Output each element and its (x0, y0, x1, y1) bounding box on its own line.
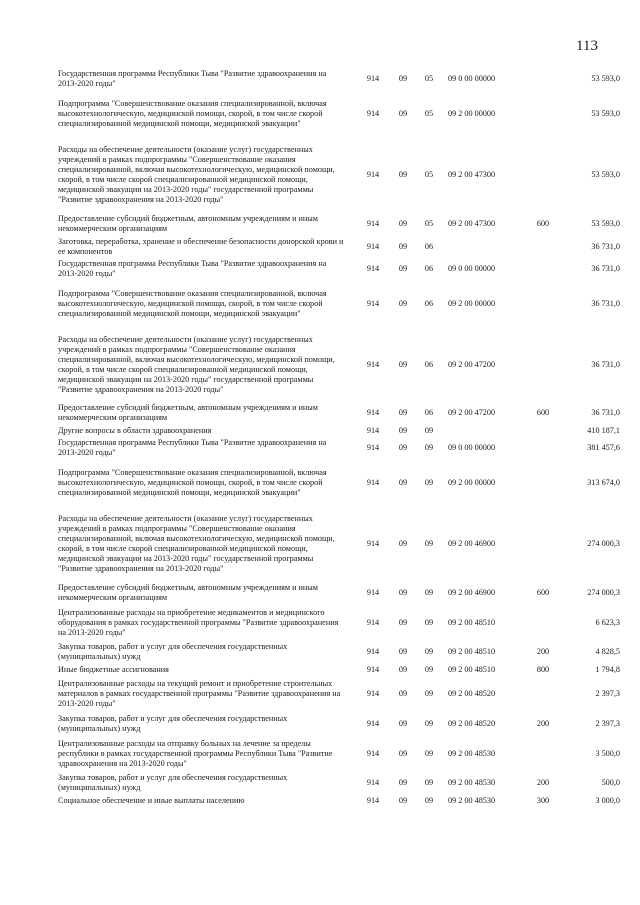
row-article: 09 2 00 47300 (448, 219, 496, 228)
row-expense-type (526, 236, 560, 258)
row-name: Закупка товаров, работ и услуг для обеспечения государственных (муниципальных) нужд (58, 642, 288, 661)
row-section: 09 (398, 647, 408, 656)
row-code: 914 (366, 478, 380, 487)
row-name: Предоставление субсидий бюджетным, автономным учреждениям и иным некоммерческим организациям (58, 403, 318, 422)
table-row (58, 663, 620, 676)
row-section: 09 (398, 219, 408, 228)
row-section: 09 (398, 408, 408, 417)
row-expense-type (526, 90, 560, 138)
row-name: Предоставление субсидий бюджетным, автономным учреждениям и иным некоммерческим организациям (58, 214, 318, 233)
row-expense-type: 200 (536, 778, 550, 787)
row-amount: 274 000,3 (587, 588, 620, 597)
table-row (58, 581, 620, 605)
table-row (58, 138, 620, 212)
row-article: 09 2 00 48530 (448, 795, 496, 805)
row-section: 09 (398, 74, 408, 83)
budget-table (58, 68, 620, 807)
row-subsection: 05 (424, 170, 434, 179)
row-expense-type: 300 (536, 795, 550, 805)
row-amount: 381 457,6 (587, 443, 620, 452)
row-article: 09 2 00 48510 (448, 664, 496, 674)
row-article: 09 0 00 00000 (448, 443, 496, 452)
row-subsection: 05 (424, 109, 434, 118)
row-code: 914 (366, 219, 380, 228)
row-article: 09 2 00 00000 (448, 109, 496, 118)
row-section: 09 (398, 664, 408, 674)
row-article (442, 424, 526, 437)
row-expense-type: 600 (536, 408, 550, 417)
table-row (58, 258, 620, 280)
row-code: 914 (366, 539, 380, 548)
row-subsection: 06 (424, 264, 434, 273)
page-number: 113 (576, 38, 598, 54)
row-section: 09 (398, 264, 408, 273)
row-amount: 6 623,3 (595, 618, 620, 627)
row-article: 09 2 00 48530 (448, 749, 496, 758)
row-article: 09 2 00 46900 (448, 588, 496, 597)
table-row (58, 280, 620, 328)
row-expense-type (526, 736, 560, 772)
row-expense-type (526, 328, 560, 402)
row-name: Централизованные расходы на приобретение медикаментов и медицинского оборудования в рамках государственной программы "Развитие здравоохранения на 2013-2020 годы" (58, 608, 339, 637)
row-expense-type (526, 258, 560, 280)
row-expense-type: 800 (536, 664, 550, 674)
table-row (58, 605, 620, 641)
row-amount: 313 674,0 (587, 478, 620, 487)
table-row (58, 736, 620, 772)
row-name: Иные бюджетные ассигнования (58, 664, 169, 674)
row-code: 914 (366, 443, 380, 452)
row-amount: 53 593,0 (591, 219, 620, 228)
row-amount: 2 397,3 (595, 719, 620, 728)
row-article: 09 2 00 47300 (448, 170, 496, 179)
row-article: 09 2 00 47200 (448, 408, 496, 417)
row-section: 09 (398, 795, 408, 805)
row-article: 09 0 00 00000 (448, 74, 496, 83)
row-expense-type: 200 (536, 647, 550, 656)
row-subsection: 06 (424, 242, 434, 251)
row-name: Подпрограмма "Совершенствование оказания специализированной, включая высокотехнологическую, медицинской помощи, скорой, в том числе скорой специализированной медицинской помощи, медицинской эвакуации" (58, 99, 327, 128)
row-amount: 2 397,3 (595, 689, 620, 698)
table-row (58, 772, 620, 794)
row-section: 09 (398, 539, 408, 548)
row-article: 09 2 00 47200 (448, 360, 496, 369)
row-name: Расходы на обеспечение деятельности (оказание услуг) государственных учреждений в рамках подпрограммы "Совершенствование оказания специализированной, включая высокотехнологическую, медицинской помощи, скорой, в том числе скорой специализированной медицинской помощи, медицинской эвакуации на 2013-2020 годы" государственной программы "Развитие здравоохранения на 2013-2020 годы" (58, 145, 335, 204)
row-article: 09 2 00 48520 (448, 719, 496, 728)
row-expense-type (526, 280, 560, 328)
row-code: 914 (366, 664, 380, 674)
row-expense-type (526, 138, 560, 212)
row-amount: 53 593,0 (591, 170, 620, 179)
row-article: 09 2 00 48530 (448, 778, 496, 787)
row-name: Расходы на обеспечение деятельности (оказание услуг) государственных учреждений в рамках подпрограммы "Совершенствование оказания специализированной, включая высокотехнологическую, медицинской помощи, скорой, в том числе скорой специализированной медицинской помощи, медицинской эвакуации на 2013-2020 годы" государственной программы "Развитие здравоохранения на 2013-2020 годы" (58, 335, 335, 394)
row-section: 09 (398, 170, 408, 179)
row-code: 914 (366, 109, 380, 118)
row-name: Государственная программа Республики Тыва "Развитие здравоохранения на 2013-2020 годы" (58, 69, 327, 88)
table-row (58, 212, 620, 236)
row-code: 914 (366, 242, 380, 251)
row-subsection: 09 (424, 443, 434, 452)
table-row (58, 402, 620, 424)
row-subsection: 09 (424, 539, 434, 548)
row-expense-type (526, 507, 560, 581)
row-section: 09 (398, 109, 408, 118)
budget-table-body (58, 68, 620, 807)
row-article: 09 2 00 46900 (448, 539, 496, 548)
row-subsection: 06 (424, 408, 434, 417)
row-section: 09 (398, 425, 408, 435)
row-article (442, 236, 526, 258)
row-amount: 3 000,0 (595, 795, 620, 805)
row-section: 09 (398, 749, 408, 758)
row-amount: 36 731,0 (591, 242, 620, 251)
table-row (58, 437, 620, 459)
row-name: Подпрограмма "Совершенствование оказания специализированной, включая высокотехнологическую, медицинской помощи, скорой, в том числе скорой специализированной медицинской помощи, медицинской эвакуации" (58, 289, 327, 318)
row-amount: 500,0 (601, 778, 620, 787)
row-code: 914 (366, 74, 380, 83)
row-subsection: 09 (424, 795, 434, 805)
row-section: 09 (398, 618, 408, 627)
row-code: 914 (366, 264, 380, 273)
row-article: 09 2 00 48510 (448, 647, 496, 656)
row-name: Государственная программа Республики Тыва "Развитие здравоохранения на 2013-2020 годы" (58, 259, 327, 278)
row-subsection: 09 (424, 425, 434, 435)
table-row (58, 507, 620, 581)
row-amount: 36 731,0 (591, 408, 620, 417)
row-code: 914 (366, 299, 380, 308)
row-code: 914 (366, 795, 380, 805)
row-code: 914 (366, 719, 380, 728)
row-expense-type (526, 68, 560, 90)
table-row (58, 641, 620, 663)
row-subsection: 06 (424, 299, 434, 308)
row-name: Государственная программа Республики Тыва "Развитие здравоохранения на 2013-2020 годы" (58, 438, 327, 457)
row-name: Закупка товаров, работ и услуг для обеспечения государственных (муниципальных) нужд (58, 773, 288, 792)
row-section: 09 (398, 588, 408, 597)
row-section: 09 (398, 299, 408, 308)
table-row (58, 424, 620, 437)
row-code: 914 (366, 647, 380, 656)
row-article: 09 2 00 00000 (448, 299, 496, 308)
row-subsection: 06 (424, 360, 434, 369)
row-subsection: 09 (424, 749, 434, 758)
row-amount: 36 731,0 (591, 299, 620, 308)
row-section: 09 (398, 242, 408, 251)
table-row (58, 236, 620, 258)
row-name: Расходы на обеспечение деятельности (оказание услуг) государственных учреждений в рамках подпрограммы "Совершенствование оказания специализированной, включая высокотехнологическую, медицинской помощи, скорой, в том числе скорой специализированной медицинской помощи, медицинской эвакуации на 2013-2020 годы" государственной программы "Развитие здравоохранения на 2013-2020 годы" (58, 514, 335, 573)
row-amount: 36 731,0 (591, 360, 620, 369)
row-article: 09 0 00 00000 (448, 264, 496, 273)
row-code: 914 (366, 588, 380, 597)
row-code: 914 (366, 618, 380, 627)
row-subsection: 09 (424, 689, 434, 698)
row-section: 09 (398, 689, 408, 698)
row-article: 09 2 00 48520 (448, 689, 496, 698)
row-amount: 1 794,8 (595, 664, 620, 674)
row-subsection: 09 (424, 618, 434, 627)
table-row (58, 459, 620, 507)
row-article: 09 2 00 48510 (448, 618, 496, 627)
row-amount: 274 000,3 (587, 539, 620, 548)
row-section: 09 (398, 443, 408, 452)
row-code: 914 (366, 749, 380, 758)
table-row (58, 328, 620, 402)
row-subsection: 09 (424, 778, 434, 787)
row-section: 09 (398, 478, 408, 487)
row-name: Подпрограмма "Совершенствование оказания специализированной, включая высокотехнологическую, медицинской помощи, скорой, в том числе скорой специализированной медицинской помощи, медицинской эвакуации" (58, 468, 327, 497)
row-name: Централизованные расходы на текущий ремонт и приобретение строительных материалов в рамках государственной программы "Развитие здравоохранения на 2013-2020 годы" (58, 679, 341, 708)
row-expense-type (526, 424, 560, 437)
row-amount: 53 593,0 (591, 109, 620, 118)
row-amount: 410 187,1 (587, 425, 620, 435)
row-section: 09 (398, 360, 408, 369)
row-expense-type: 600 (536, 219, 550, 228)
row-name: Предоставление субсидий бюджетным, автономным учреждениям и иным некоммерческим организациям (58, 583, 318, 602)
row-amount: 53 593,0 (591, 74, 620, 83)
row-name: Закупка товаров, работ и услуг для обеспечения государственных (муниципальных) нужд (58, 714, 288, 733)
row-expense-type: 600 (536, 588, 550, 597)
row-amount: 3 500,0 (595, 749, 620, 758)
row-expense-type (526, 459, 560, 507)
row-subsection: 09 (424, 588, 434, 597)
row-name: Другие вопросы в области здравоохранения (58, 425, 212, 435)
row-expense-type (526, 605, 560, 641)
row-subsection: 09 (424, 719, 434, 728)
row-subsection: 09 (424, 647, 434, 656)
row-subsection: 09 (424, 478, 434, 487)
row-code: 914 (366, 425, 380, 435)
row-expense-type (526, 676, 560, 712)
row-article: 09 2 00 00000 (448, 478, 496, 487)
table-row (58, 676, 620, 712)
table-row (58, 68, 620, 90)
row-name: Социальное обеспечение и иные выплаты населению (58, 795, 245, 805)
row-code: 914 (366, 689, 380, 698)
table-row (58, 712, 620, 736)
row-subsection: 05 (424, 74, 434, 83)
row-code: 914 (366, 778, 380, 787)
row-expense-type (526, 437, 560, 459)
row-name: Централизованные расходы на отправку больных на лечение за пределы республики в рамках государственной программы Республики Тыва "Развитие здравоохранения на 2013-2020 годы" (58, 739, 333, 768)
row-name: Заготовка, переработка, хранение и обеспечение безопасности донорской крови и ее компонентов (58, 237, 344, 256)
row-expense-type: 200 (536, 719, 550, 728)
row-code: 914 (366, 170, 380, 179)
row-subsection: 09 (424, 664, 434, 674)
row-amount: 4 828,5 (595, 647, 620, 656)
row-amount: 36 731,0 (591, 264, 620, 273)
row-code: 914 (366, 408, 380, 417)
table-row (58, 794, 620, 807)
row-code: 914 (366, 360, 380, 369)
table-row (58, 90, 620, 138)
row-subsection: 05 (424, 219, 434, 228)
row-section: 09 (398, 719, 408, 728)
row-section: 09 (398, 778, 408, 787)
